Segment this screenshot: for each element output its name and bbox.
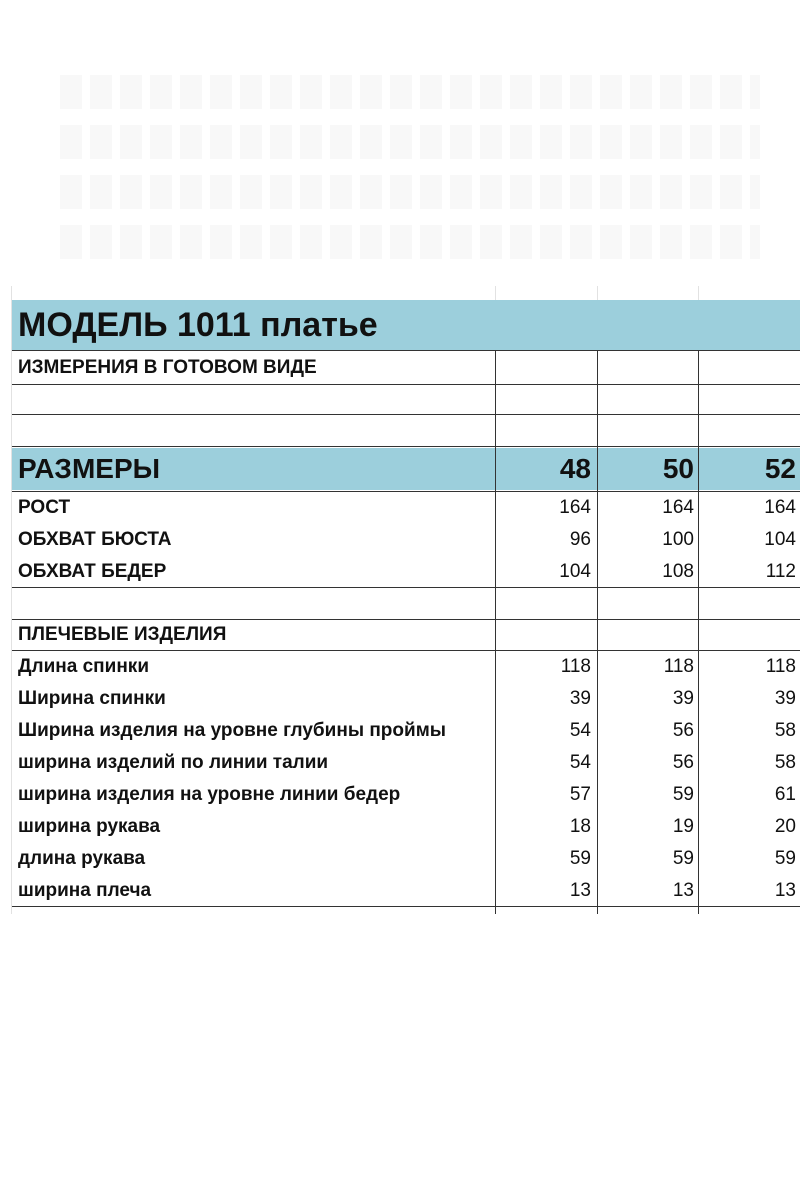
cell-50: 118 <box>663 656 694 677</box>
cell-48: 104 <box>559 561 591 582</box>
cell-52: 112 <box>765 561 796 582</box>
column-rule <box>698 350 699 914</box>
table-row <box>12 493 800 523</box>
rule <box>12 384 800 385</box>
background-ghost <box>60 55 760 285</box>
table-row <box>12 812 800 842</box>
table-row <box>12 525 800 555</box>
rule <box>12 650 800 651</box>
rule <box>12 446 800 447</box>
row-label: РОСТ <box>18 497 71 518</box>
table-row <box>12 748 800 778</box>
section-label: ПЛЕЧЕВЫЕ ИЗДЕЛИЯ <box>18 624 227 645</box>
cell-48: 59 <box>569 848 591 869</box>
size-52: 52 <box>764 453 796 484</box>
row-label: длина рукава <box>18 848 146 869</box>
cell-50: 100 <box>662 529 694 550</box>
column-rule <box>597 350 598 914</box>
cell-48: 118 <box>560 656 591 677</box>
row-label: Ширина спинки <box>18 688 166 709</box>
cell-52: 118 <box>765 656 796 677</box>
title-row <box>12 300 800 350</box>
size-50: 50 <box>662 453 694 484</box>
row-label: Длина спинки <box>18 656 149 677</box>
column-rule <box>495 350 496 914</box>
cell-50: 56 <box>672 720 694 741</box>
cell-48: 18 <box>569 816 591 837</box>
table-row <box>12 844 800 874</box>
sizes-header-row <box>12 448 800 490</box>
cell-48: 57 <box>569 784 591 805</box>
cell-52: 59 <box>774 848 796 869</box>
cell-50: 56 <box>672 752 694 773</box>
cell-48: 96 <box>569 529 591 550</box>
cell-48: 13 <box>569 880 591 901</box>
column-rule-faint <box>698 286 699 300</box>
column-rule-faint <box>597 286 598 300</box>
sizes-label: РАЗМЕРЫ <box>18 453 161 484</box>
size-48: 48 <box>559 453 591 484</box>
cell-50: 108 <box>662 561 694 582</box>
table-row <box>12 716 800 746</box>
row-label: ширина рукава <box>18 816 161 837</box>
table-row <box>12 780 800 810</box>
row-label: ширина изделий по линии талии <box>18 752 329 773</box>
cell-48: 54 <box>569 752 591 773</box>
table-row <box>12 684 800 714</box>
cell-52: 58 <box>774 752 796 773</box>
rule <box>12 491 800 492</box>
table-row <box>12 557 800 587</box>
rule <box>12 619 800 620</box>
cell-52: 61 <box>774 784 796 805</box>
rule <box>12 350 800 351</box>
row-label: Ширина изделия на уровне глубины проймы <box>18 720 446 741</box>
page-title: МОДЕЛЬ 1011 платье <box>18 305 378 344</box>
cell-48: 164 <box>559 497 591 518</box>
cell-50: 164 <box>662 497 694 518</box>
cell-50: 13 <box>672 880 694 901</box>
rule <box>12 906 800 907</box>
table-row <box>12 652 800 682</box>
cell-52: 58 <box>774 720 796 741</box>
rule <box>12 414 800 415</box>
cell-50: 59 <box>672 848 694 869</box>
cell-52: 104 <box>764 529 796 550</box>
table-row <box>12 876 800 906</box>
cell-52: 13 <box>774 880 796 901</box>
section-row <box>12 620 800 650</box>
spreadsheet <box>0 286 800 914</box>
cell-52: 20 <box>774 816 796 837</box>
cell-48: 54 <box>569 720 591 741</box>
cell-52: 39 <box>774 688 796 709</box>
cell-52: 164 <box>764 497 796 518</box>
rule <box>12 587 800 588</box>
cell-50: 39 <box>672 688 694 709</box>
cell-50: 59 <box>672 784 694 805</box>
cell-48: 39 <box>569 688 591 709</box>
row-label: ОБХВАТ БЕДЕР <box>18 561 167 582</box>
row-label: ОБХВАТ БЮСТА <box>18 529 172 550</box>
row-label: ширина изделия на уровне линии бедер <box>18 784 401 805</box>
column-rule-faint <box>495 286 496 300</box>
subtitle-row <box>12 352 800 384</box>
subtitle: ИЗМЕРЕНИЯ В ГОТОВОМ ВИДЕ <box>18 357 317 378</box>
cell-50: 19 <box>672 816 694 837</box>
row-label: ширина плеча <box>18 880 152 901</box>
